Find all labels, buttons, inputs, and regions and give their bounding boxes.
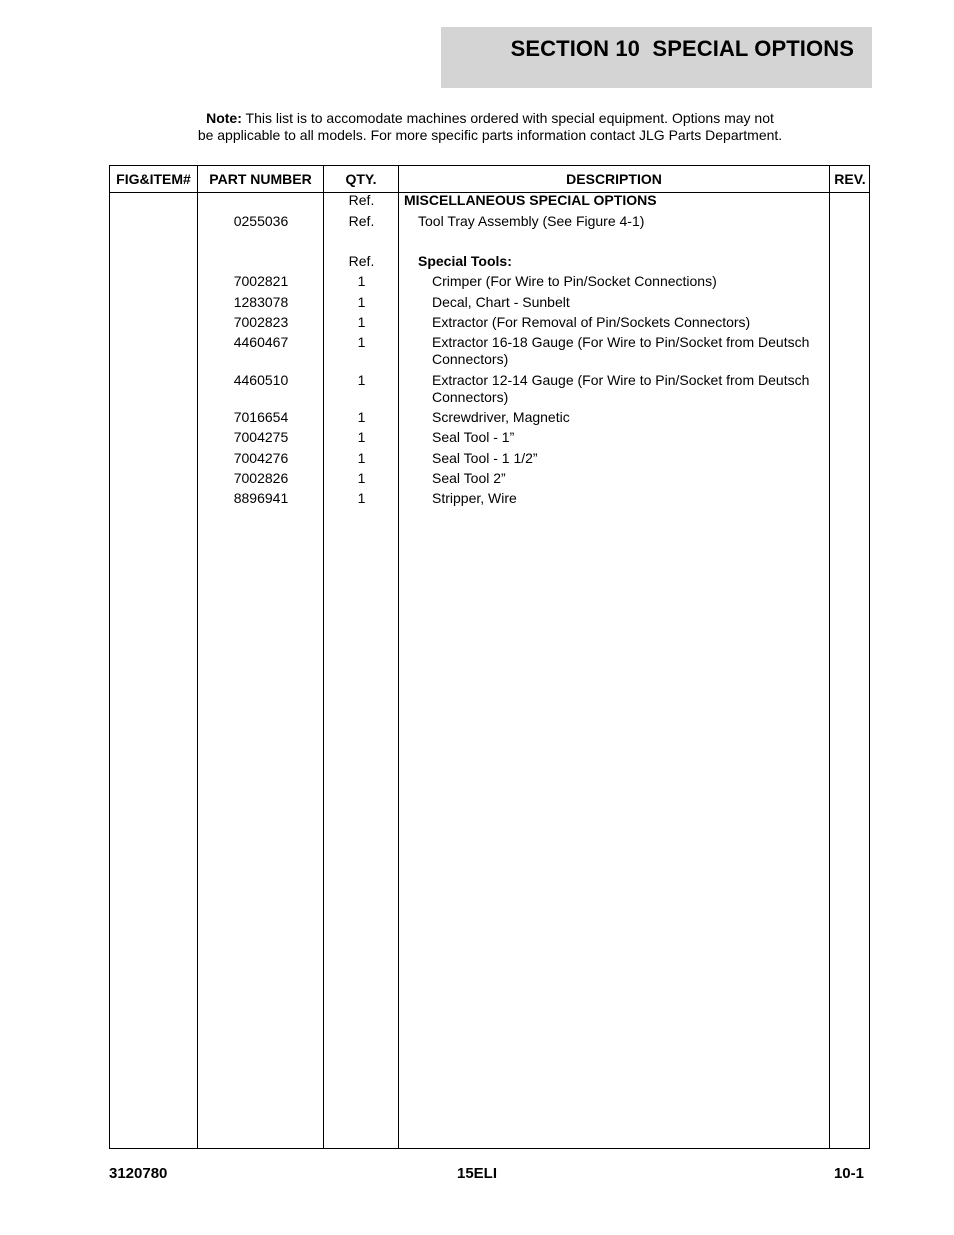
header-description: DESCRIPTION [566, 171, 662, 187]
note [100, 110, 880, 144]
description-cell: Decal, Chart - Sunbelt [432, 294, 570, 310]
description-cell: Extractor (For Removal of Pin/Sockets Connectors) [432, 314, 751, 330]
qty-cell: 1 [357, 490, 366, 506]
qty-cell: 1 [357, 429, 366, 445]
qty-cell: 1 [357, 314, 366, 330]
part-number-cell: 4460467 [233, 334, 289, 350]
footer-page-number: 10-1 [833, 1165, 864, 1182]
part-number-cell: 7004276 [233, 450, 289, 466]
description-cell: Seal Tool - 1” [432, 429, 515, 445]
description-cell: Seal Tool - 1 1/2” [432, 450, 538, 466]
qty-cell: 1 [357, 273, 366, 289]
part-number-cell: 8896941 [233, 490, 289, 506]
description-cell: Extractor 12-14 Gauge (For Wire to Pin/Socket from Deutsch Connectors) [432, 372, 810, 405]
header-qty: QTY. [345, 171, 377, 187]
description-cell: Screwdriver, Magnetic [432, 409, 570, 425]
header-fig-item: FIG&ITEM# [116, 171, 191, 187]
parts-table [109, 165, 870, 1149]
header-part-number: PART NUMBER [209, 171, 312, 187]
part-number-cell: 7016654 [233, 409, 289, 425]
description-cell: Seal Tool 2” [432, 470, 506, 486]
qty-cell: 1 [357, 372, 366, 388]
part-number-cell: 7002821 [233, 273, 289, 289]
description-cell: Crimper (For Wire to Pin/Socket Connections) [432, 273, 717, 289]
qty-cell: 1 [357, 409, 366, 425]
qty-cell: Ref. [348, 213, 375, 229]
description-cell: Extractor 16-18 Gauge (For Wire to Pin/Socket from Deutsch Connectors) [432, 334, 810, 367]
footer-doc-number: 3120780 [109, 1165, 168, 1182]
part-number-cell: 1283078 [233, 294, 289, 310]
qty-cell: 1 [357, 450, 366, 466]
qty-cell: Ref. [348, 253, 375, 269]
part-number-cell: 4460510 [233, 372, 289, 388]
part-number-cell: 7002826 [233, 470, 289, 486]
part-number-cell: 7002823 [233, 314, 289, 330]
description-cell: Stripper, Wire [432, 490, 517, 506]
part-number-cell: 7004275 [233, 429, 289, 445]
header-rev: REV. [834, 171, 866, 187]
section-header [441, 27, 872, 88]
part-number-cell: 0255036 [233, 213, 289, 229]
section-title: SECTION 10 SPECIAL OPTIONS [510, 36, 854, 61]
note-line-1: This list is to accomodate machines ordered with special equipment. Options may not [241, 110, 774, 126]
footer-model: 15ELI [456, 1165, 498, 1182]
description-cell: Tool Tray Assembly (See Figure 4-1) [418, 213, 645, 229]
description-cell: MISCELLANEOUS SPECIAL OPTIONS [404, 192, 657, 208]
description-cell: Special Tools: [418, 253, 512, 269]
qty-cell: 1 [357, 294, 366, 310]
note-line-2: be applicable to all models. For more specific parts information contact JLG Parts Department. [197, 127, 783, 143]
qty-cell: 1 [357, 334, 366, 350]
qty-cell: Ref. [348, 192, 375, 208]
qty-cell: 1 [357, 470, 366, 486]
note-label: Note: [206, 110, 242, 126]
